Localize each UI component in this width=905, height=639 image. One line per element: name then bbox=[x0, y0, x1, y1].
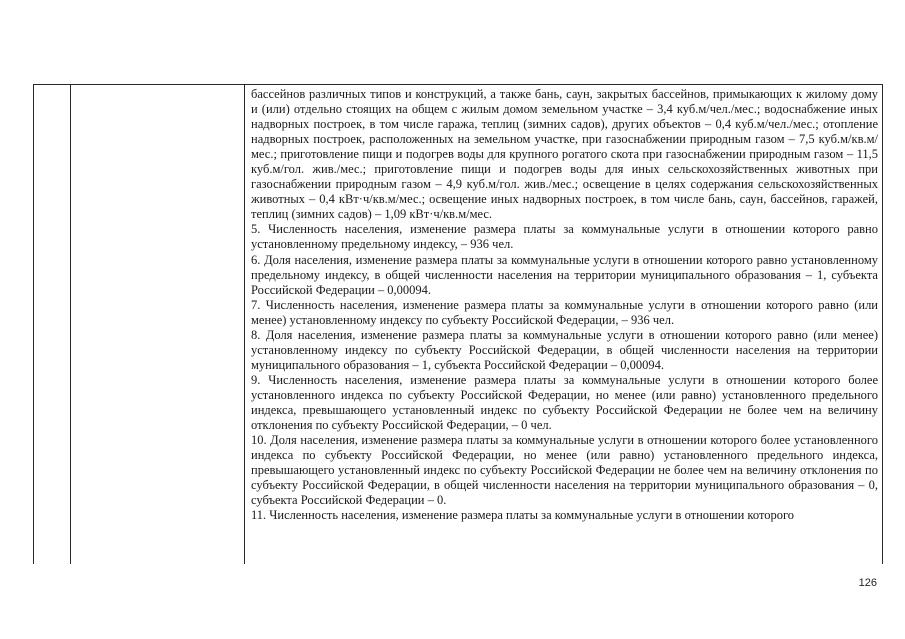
paragraph-item-6: 6. Доля населения, изменение размера платы за коммунальные услуги в отношении которого равно установленному предельному индексу, в общей численности населения на территории муниципального образования – 1, субъекта Российской Федерации – 0,00094. bbox=[251, 252, 878, 297]
document-table bbox=[33, 84, 883, 564]
paragraph-item-9: 9. Численность населения, изменение размера платы за коммунальные услуги в отношении которого более установленного индекса по субъекту Российской Федерации, но менее (или равно) установленного предельного индекса, превышающего установленный индекс по субъекту Российской Федерации не более чем на величину отклонения по субъекту Российской Федерации, – 0 чел. bbox=[251, 372, 878, 433]
text-cell bbox=[251, 87, 878, 523]
paragraph-item-7: 7. Численность населения, изменение размера платы за коммунальные услуги в отношении которого равно (или менее) установленному индексу по субъекту Российской Федерации, – 936 чел. bbox=[251, 297, 878, 327]
paragraph-item-8: 8. Доля населения, изменение размера платы за коммунальные услуги в отношении которого равно (или менее) установленному индексу по субъекту Российской Федерации, в общей численности населения на территории муниципального образования – 1, субъекта Российской Федерации – 0,00094. bbox=[251, 327, 878, 372]
column-divider-1 bbox=[70, 85, 71, 564]
paragraph-item-10: 10. Доля населения, изменение размера платы за коммунальные услуги в отношении которого более установленного индекса по субъекту Российской Федерации, но менее (или равно) установленного предельного индекса, превышающего установленный индекс по субъекту Российской Федерации не более чем на величину отклонения по субъекту Российской Федерации, в общей численности населения на территории муниципального образования – 0, субъекта Российской Федерации – 0. bbox=[251, 433, 878, 508]
paragraph-continuation: бассейнов различных типов и конструкций, а также бань, саун, закрытых бассейнов, примыкающих к жилому дому и (или) отдельно стоящих на общем с жилым домом земельном участке – 3,4 куб.м/чел./мес.; водоснабжение иных надворных построек, в том числе гаража, теплиц (зимних садов), других объектов – 0,4 куб.м/чел./мес.; отопление надворных построек, расположенных на земельном участке, при газоснабжении природным газом – 7,5 куб.м/кв.м/мес.; приготовление пищи и подогрев воды для крупного рогатого скота при газоснабжении природным газом – 11,5 куб.м/гол. жив./мес.; приготовление пищи и подогрев воды для иных сельскохозяйственных животных при газоснабжении природным газом – 4,9 куб.м/гол. жив./мес.; освещение в целях содержания сельскохозяйственных животных – 0,4 кВт·ч/кв.м/мес.; освещение иных надворных построек, в том числе бань, саун, бассейнов, гаражей, теплиц (зимних садов) – 1,09 кВт·ч/кв.м/мес. bbox=[251, 87, 878, 222]
page-number: 126 bbox=[858, 577, 877, 589]
column-divider-2 bbox=[244, 85, 245, 564]
paragraph-item-5: 5. Численность населения, изменение размера платы за коммунальные услуги в отношении которого равно установленному предельному индексу, – 936 чел. bbox=[251, 222, 878, 252]
paragraph-item-11: 11. Численность населения, изменение размера платы за коммунальные услуги в отношении которого bbox=[251, 508, 795, 523]
